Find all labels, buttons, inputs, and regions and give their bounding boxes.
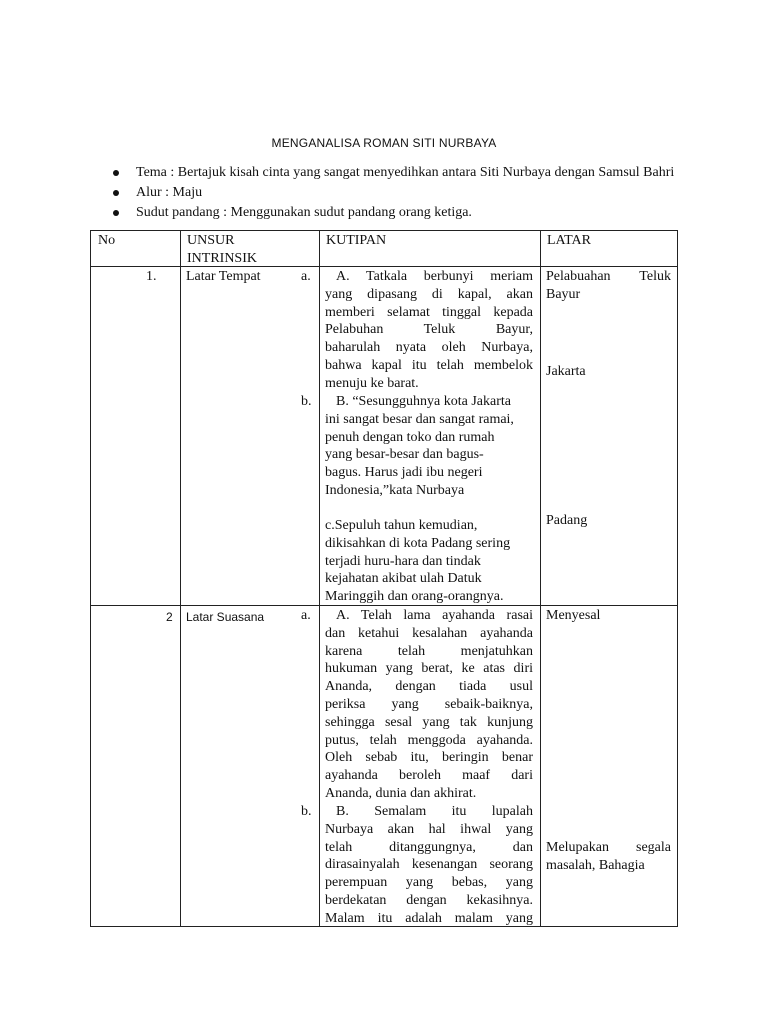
document-title: MENGANALISA ROMAN SITI NURBAYA — [271, 136, 497, 150]
bullet-icon — [113, 190, 119, 196]
bullet-icon — [113, 170, 119, 176]
kutipan-paragraph: B. Semalam itu lupalah Nurbaya akan hal ihwal yang telah ditanggungnya, dan dirasainyalah kesenangan seorang perempuan yang bebas, yang berdekatan dengan kekasihnya. Malam itu adalah malam yang — [325, 804, 533, 926]
latar-value: Jakarta — [546, 364, 586, 379]
bullet-list — [112, 163, 712, 223]
table-divider — [540, 231, 541, 926]
bullet-icon — [113, 210, 119, 216]
latar-value: Padang — [546, 513, 588, 528]
table-divider — [319, 231, 320, 926]
analysis-table — [90, 230, 678, 927]
bullet-item: Tema : Bertajuk kisah cinta yang sangat menyedihkan antara Siti Nurbaya dengan Samsul Bahri — [112, 163, 712, 183]
header-kutipan: KUTIPAN — [326, 233, 387, 248]
kutipan-paragraph: A. Tatkala berbunyi meriam yang dipasang di kapal, akan memberi selamat tinggal kepada Pelabuhan Teluk Bayur, baharulah nyata oleh Nurbaya, bahwa kapal itu telah membelok menuju ke barat. — [325, 269, 533, 391]
row-number: 2 — [166, 610, 173, 624]
row-number: 1. — [146, 269, 157, 284]
bullet-item: Alur : Maju — [112, 183, 712, 203]
row-unsur: Latar Suasana — [186, 610, 265, 624]
latar-value: Melupakan segala masalah, Bahagia — [546, 840, 671, 873]
row-unsur: Latar Tempat — [186, 269, 261, 284]
header-no: No — [98, 233, 116, 248]
item-letter: b. — [301, 394, 312, 409]
bullet-item: Sudut pandang : Menggunakan sudut pandang orang ketiga. — [112, 203, 712, 223]
latar-value: Pelabuahan Teluk Bayur — [546, 269, 671, 302]
header-latar: LATAR — [547, 233, 591, 248]
kutipan-paragraph: A. Telah lama ayahanda rasai dan ketahui kesalahan ayahanda karena telah menjatuhkan hukuman yang berat, ke atas diri Ananda, dengan tiada usul periksa yang sebaik-baiknya, sehingga sesal yang tak kunjung putus, telah menggoda ayahanda. Oleh sebab itu, beringin benar ayahanda beroleh maaf dari Ananda, dunia dan akhirat. — [325, 608, 533, 801]
item-letter: a. — [301, 269, 311, 284]
latar-value: Menyesal — [546, 608, 601, 623]
table-divider — [91, 266, 677, 267]
item-letter: a. — [301, 608, 311, 623]
kutipan-paragraph: B. “Sesungguhnya kota Jakarta ini sangat besar dan sangat ramai, penuh dengan toko dan rumah yang besar-besar dan bagus- bagus. Harus jadi ibu negeri Indonesia,”kata Nurbaya — [325, 394, 514, 498]
kutipan-paragraph: c.Sepuluh tahun kemudian, dikisahkan di kota Padang sering terjadi huru-hara dan tindak kejahatan akibat ulah Datuk Maringgih dan orang-orangnya. — [325, 518, 511, 605]
table-divider — [180, 231, 181, 926]
header-unsur: UNSUR INTRINSIK — [187, 233, 257, 266]
item-letter: b. — [301, 804, 312, 819]
